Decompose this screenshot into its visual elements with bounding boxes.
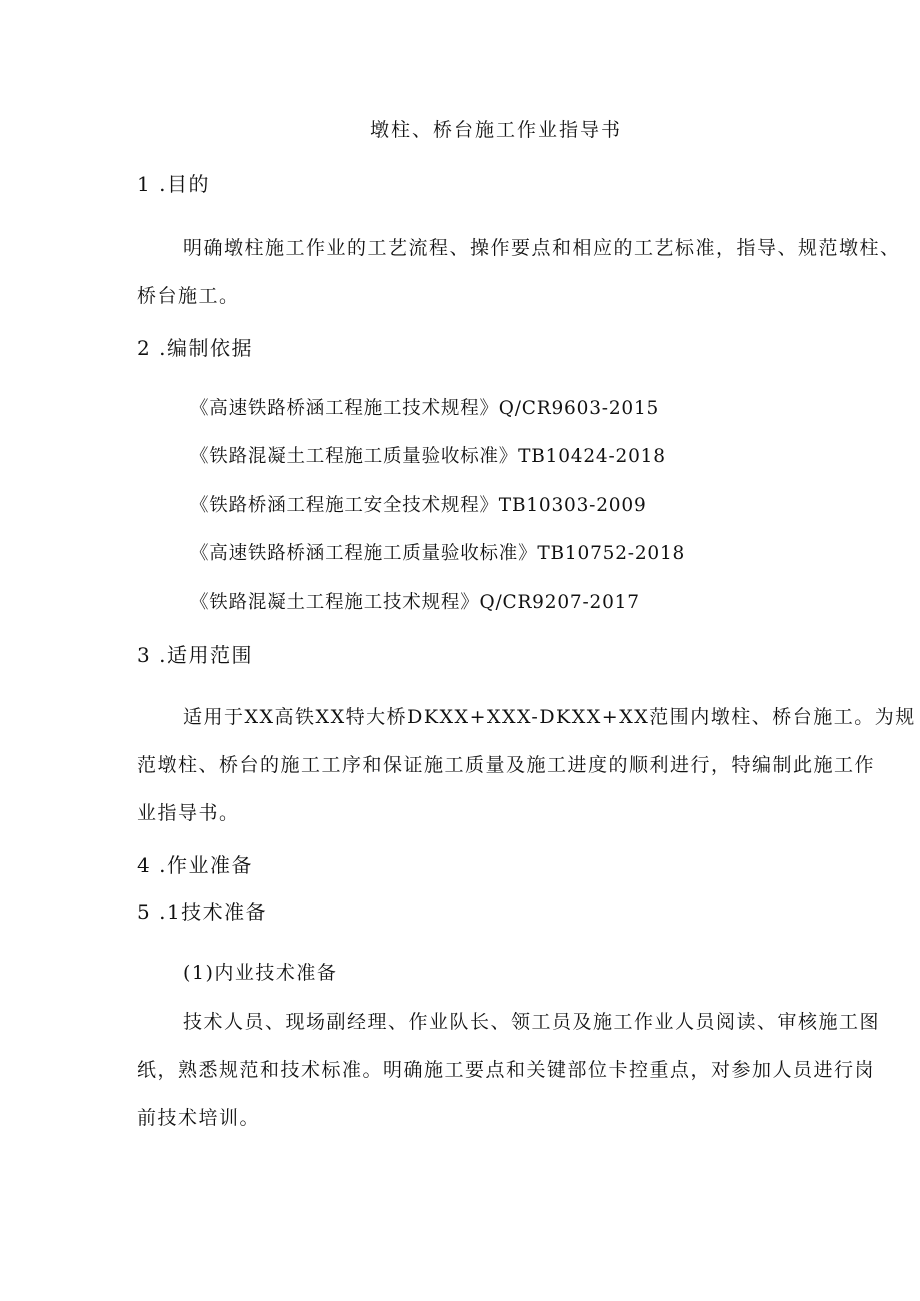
- reference-item: 《铁路桥涵工程施工安全技术规程》TB10303-2009: [190, 495, 647, 516]
- section-5-heading: 5 .1技术准备: [137, 900, 268, 924]
- section-5-para-line-3: 前技术培训。: [137, 1107, 261, 1129]
- document-title: 墩柱、桥台施工作业指导书: [370, 119, 623, 141]
- section-3-heading: 3 .适用范围: [137, 643, 253, 667]
- section-1-heading: 1 .目的: [137, 172, 210, 196]
- section-4-heading: 4 .作业准备: [137, 853, 253, 877]
- section-3-para-line-3: 业指导书。: [137, 802, 240, 824]
- reference-item: 《高速铁路桥涵工程施工质量验收标准》TB10752-2018: [190, 543, 686, 564]
- section-5-para-line-1: 技术人员、现场副经理、作业队长、领工员及施工作业人员阅读、审核施工图: [183, 1011, 881, 1033]
- reference-item: 《高速铁路桥涵工程施工技术规程》Q/CR9603-2015: [190, 398, 660, 419]
- reference-item: 《铁路混凝土工程施工质量验收标准》TB10424-2018: [190, 446, 666, 467]
- section-1-para-line-2: 桥台施工。: [137, 285, 240, 307]
- section-1-para-line-1: 明确墩柱施工作业的工艺流程、操作要点和相应的工艺标准，指导、规范墩柱、: [183, 237, 901, 259]
- section-3-para-line-2: 范墩柱、桥台的施工工序和保证施工质量及施工进度的顺利进行，特编制此施工作: [137, 754, 876, 776]
- section-2-heading: 2 .编制依据: [137, 336, 253, 360]
- section-5-para-line-2: 纸，熟悉规范和技术标准。明确施工要点和关键部位卡控重点，对参加人员进行岗: [137, 1059, 876, 1081]
- section-3-para-line-1: 适用于XX高铁XX特大桥DKXX+XXX-DKXX+XX范围内墩柱、桥台施工。为规: [183, 706, 916, 728]
- subsection-heading: (1)内业技术准备: [183, 962, 338, 984]
- reference-item: 《铁路混凝土工程施工技术规程》Q/CR9207-2017: [190, 592, 640, 613]
